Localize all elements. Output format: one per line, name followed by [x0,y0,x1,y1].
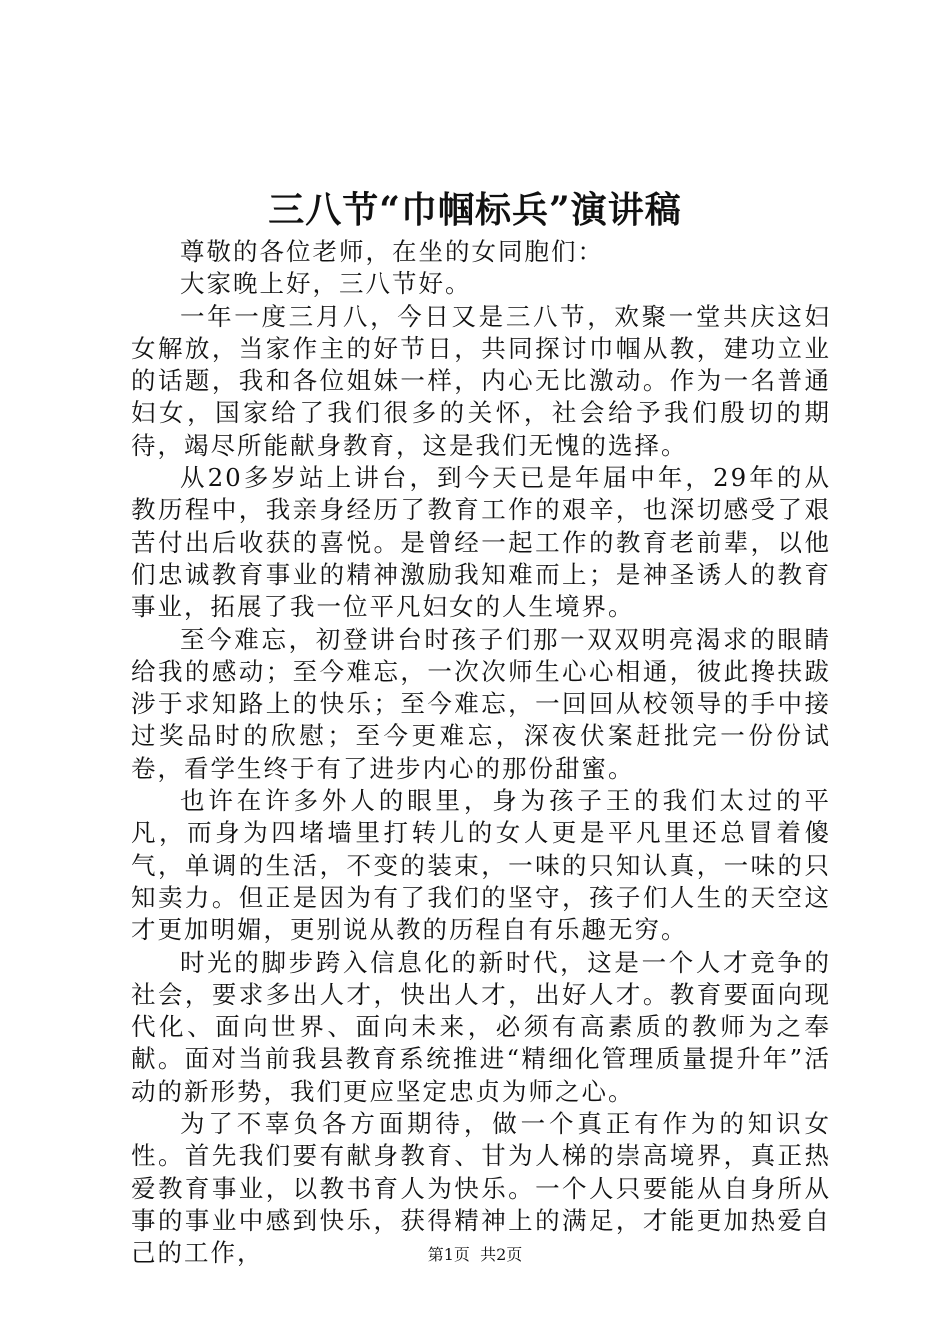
body-paragraph: 也许在许多外人的眼里，身为孩子王的我们太过的平凡，而身为四堵墙里打转儿的女人更是平凡里还总冒着傻气，单调的生活，不变的装束，一味的只知认真，一味的只知卖力。但正是因为有了我们的坚守，孩子们人生的天空这才更加明媚，更别说从教的历程自有乐趣无穷。 [131,786,831,945]
greeting-paragraph: 大家晚上好，三八节好。 [180,269,472,299]
body-paragraph: 从20多岁站上讲台，到今天已是年届中年，29年的从教历程中，我亲身经历了教育工作的艰辛，也深切感受了艰苦付出后收获的喜悦。是曾经一起工作的教育老前辈，以他们忠诚教育事业的精神激励我知难而上；是神圣诱人的教育事业，拓展了我一位平凡妇女的人生境界。 [131,463,831,622]
body-paragraph: 至今难忘，初登讲台时孩子们那一双双明亮渴求的眼睛给我的感动；至今难忘，一次次师生心心相通，彼此搀扶跋涉于求知路上的快乐；至今难忘，一回回从校领导的手中接过奖品时的欣慰；至今更难忘，深夜伏案赶批完一份份试卷，看学生终于有了进步内心的那份甜蜜。 [131,624,831,783]
document-body [131,236,831,1270]
body-paragraph: 时光的脚步跨入信息化的新时代，这是一个人才竞争的社会，要求多出人才，快出人才，出好人才。教育要面向现代化、面向世界、面向未来，必须有高素质的教师为之奉献。面对当前我县教育系统推进“精细化管理质量提升年”活动的新形势，我们更应坚定忠贞为师之心。 [131,947,831,1106]
page-footer: 第1页 共2页 [427,1245,523,1264]
salutation-paragraph: 尊敬的各位老师，在坐的女同胞们： [180,237,604,266]
document-title: 三八节“巾帼标兵”演讲稿 [268,189,682,231]
body-paragraph: 为了不辜负各方面期待，做一个真正有作为的知识女性。首先我们要有献身教育、甘为人梯的崇高境界，真正热爱教育事业，以教书育人为快乐。一个人只要能从自身所从事的事业中感到快乐，获得精神上的满足，才能更加热爱自己的工作， [131,1109,831,1268]
body-paragraph: 一年一度三月八，今日又是三八节，欢聚一堂共庆这妇女解放，当家作主的好节日，共同探讨巾帼从教，建功立业的话题，我和各位姐妹一样，内心无比激动。作为一名普通妇女，国家给了我们很多的关怀，社会给予我们殷切的期待，竭尽所能献身教育，这是我们无愧的选择。 [131,301,831,460]
